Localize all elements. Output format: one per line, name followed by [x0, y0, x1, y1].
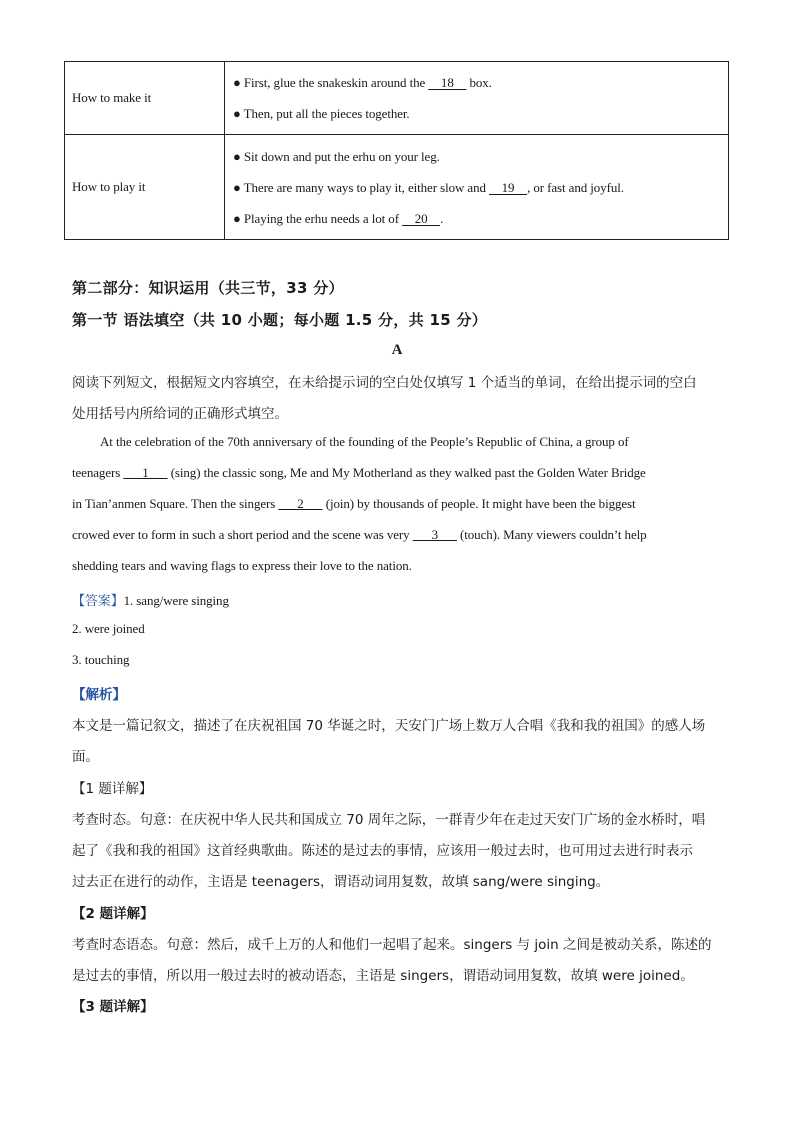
- analysis-line: 考查时态语态。句意：然后，成千上万的人和他们一起唱了起来。singers 与 join 之间是被动关系，陈述的: [72, 937, 712, 953]
- bullet-line: [233, 98, 728, 129]
- line-text: ● Sit down and put the erhu on your leg.: [233, 148, 440, 164]
- row-label: How to play it: [65, 135, 225, 240]
- detail-tag-2: 【2 题详解】: [72, 906, 154, 922]
- line-text: .: [440, 210, 444, 226]
- passage-line: [72, 465, 732, 481]
- passage-line: At the celebration of the 70th anniversary of the founding of the People’s Republic of China, a group of: [100, 434, 629, 449]
- passage-letter: A: [391, 342, 403, 358]
- blank-20: 20: [402, 210, 441, 226]
- blank-1: 1: [123, 465, 168, 480]
- erhu-info-table: [64, 61, 729, 240]
- line-text: ● There are many ways to play it, either slow and: [233, 179, 490, 195]
- table-row: [65, 62, 729, 135]
- answer-1: 1. sang/were singing: [123, 593, 229, 608]
- bullet-line: [233, 203, 728, 234]
- blank-3: 3: [412, 527, 457, 542]
- blank-19: 19: [489, 179, 528, 195]
- blank-2: 2: [278, 496, 323, 511]
- analysis-line: 是过去的事情，所以用一般过去时的被动语态，主语是 singers，谓语动词用复数，故填 were joined。: [72, 968, 694, 984]
- passage-text: (touch). Many viewers couldn’t help: [456, 527, 647, 542]
- analysis-line: 起了《我和我的祖国》这首经典歌曲。陈述的是过去的事情，应该用一般过去时，也可用过去进行时表示: [72, 843, 693, 859]
- blank-18: 18: [428, 75, 467, 90]
- line-text: ● Playing the erhu needs a lot of: [233, 210, 403, 226]
- detail-tag-3: 【3 题详解】: [72, 999, 154, 1015]
- analysis-line: 面。: [72, 749, 99, 765]
- answer-3: 3. touching: [72, 652, 130, 667]
- row-label: How to make it: [65, 62, 225, 135]
- analysis-line: 过去正在进行的动作，主语是 teenagers，谓语动词用复数，故填 sang/were singing。: [72, 874, 610, 890]
- part-heading: 第二部分：知识运用（共三节，33 分）: [72, 279, 344, 297]
- passage-text: teenagers: [72, 465, 124, 480]
- instruction-line: 处用括号内所给词的正确形式填空。: [72, 406, 288, 422]
- passage-line: [72, 496, 732, 512]
- table-row: [65, 135, 729, 240]
- passage-text: (sing) the classic song, Me and My Motherland as they walked past the Golden Water Bridge: [167, 465, 646, 480]
- line-text: box.: [466, 75, 492, 90]
- bullet-line: [233, 141, 728, 172]
- analysis-tag: 【解析】: [72, 687, 126, 703]
- bullet-line: [233, 172, 728, 203]
- line-text: ● First, glue the snakeskin around the: [233, 75, 429, 90]
- line-text: , or fast and joyful.: [527, 179, 624, 195]
- instruction-line: 阅读下列短文，根据短文内容填空，在未给提示词的空白处仅填写 1 个适当的单词，在给出提示词的空白: [72, 375, 697, 391]
- answer-line: [72, 590, 732, 609]
- passage-line: [72, 527, 732, 543]
- detail-tag-1: 【1 题详解】: [72, 781, 153, 797]
- answer-2: 2. were joined: [72, 621, 145, 636]
- line-text: ● Then, put all the pieces together.: [233, 106, 410, 121]
- passage-line: shedding tears and waving flags to express their love to the nation.: [72, 558, 412, 573]
- section-heading: 第一节 语法填空（共 10 小题；每小题 1.5 分，共 15 分）: [72, 311, 488, 329]
- passage-text: in Tian’anmen Square. Then the singers: [72, 496, 279, 511]
- row-content: [225, 135, 729, 240]
- row-content: [225, 62, 729, 135]
- bullet-line: [233, 67, 728, 98]
- answer-tag: 【答案】: [72, 594, 124, 609]
- analysis-line: 本文是一篇记叙文，描述了在庆祝祖国 70 华诞之时，天安门广场上数万人合唱《我和我的祖国》的感人场: [72, 718, 706, 734]
- passage-text: crowed ever to form in such a short period and the scene was very: [72, 527, 413, 542]
- analysis-line: 考查时态。句意：在庆祝中华人民共和国成立 70 周年之际，一群青少年在走过天安门广场的金水桥时，唱: [72, 812, 706, 828]
- passage-text: (join) by thousands of people. It might have been the biggest: [322, 496, 636, 511]
